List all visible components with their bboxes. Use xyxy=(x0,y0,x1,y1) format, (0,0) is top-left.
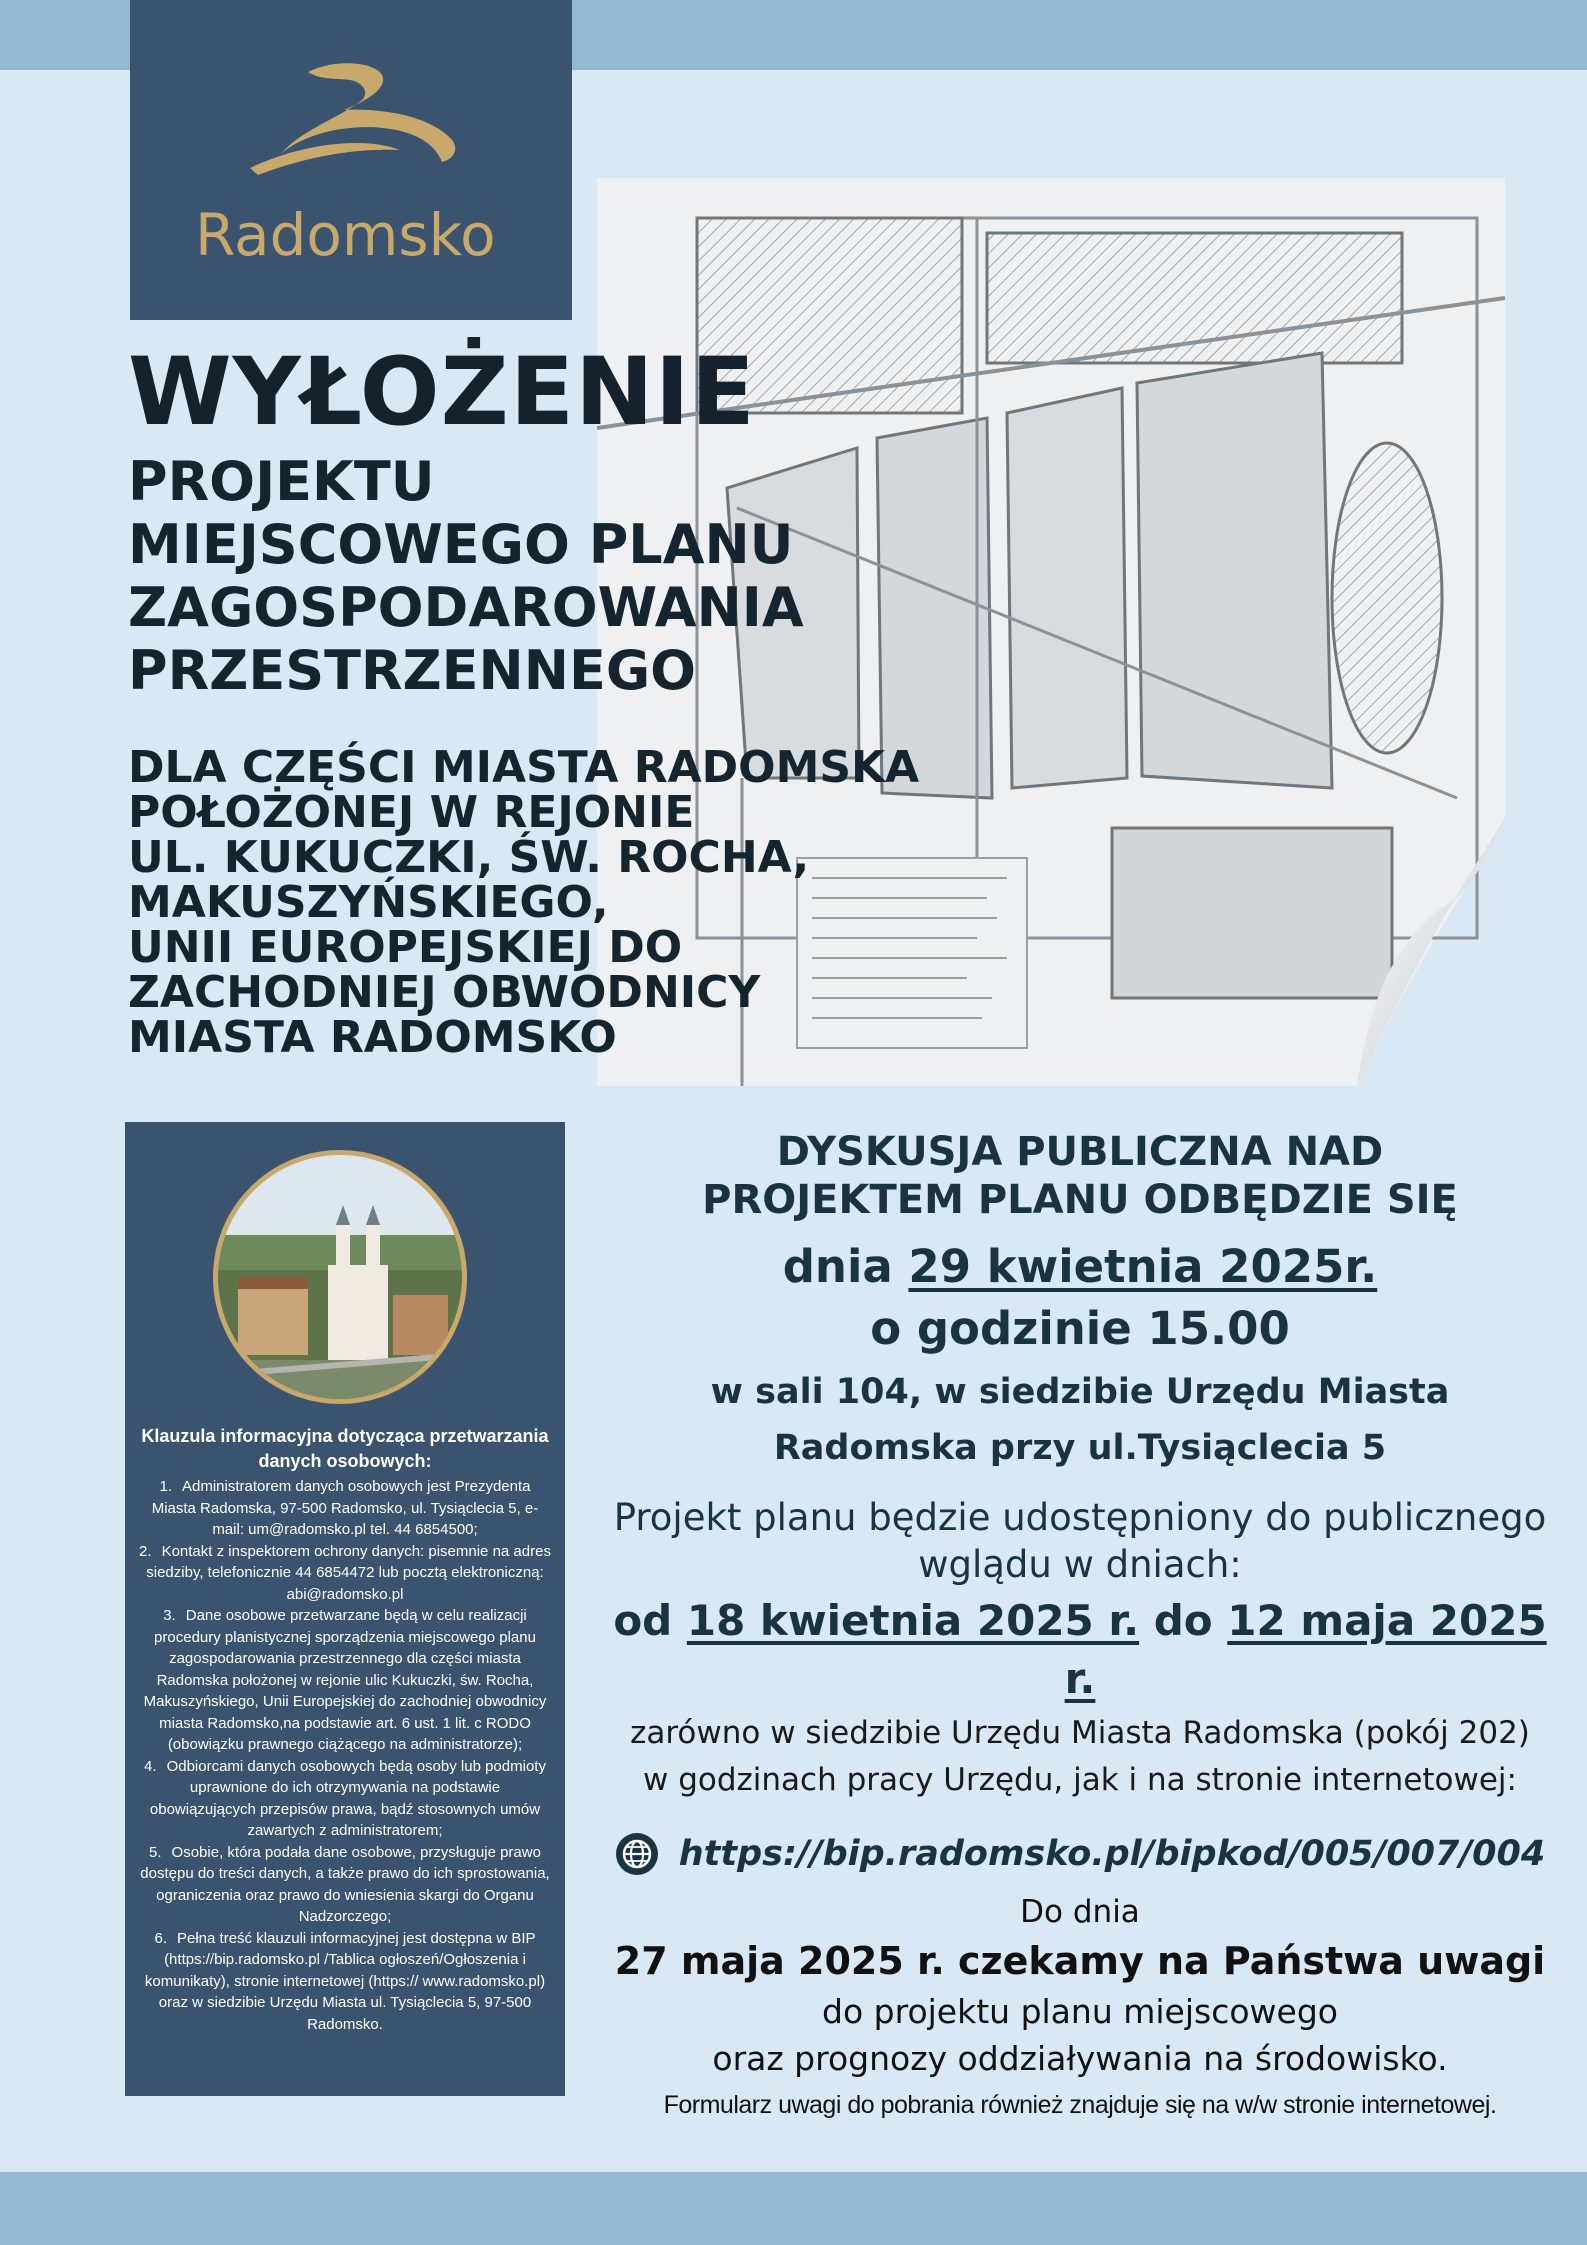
location-line: DLA CZĘŚCI MIASTA RADOMSKA xyxy=(128,742,920,793)
logo-wordmark: Radomsko xyxy=(195,201,496,269)
list-item: 6. Pełna treść klauzuli informacyjnej jest dostępna w BIP (https://bip.radomsko.pl /Tablica ogłoszeń/Ogłoszenia i komunikaty), stronie internetowej (https:// www.radomsko.pl) oraz w siedzibie Urzędu Miasta ul. Tysiąclecia 5, 97-500 Radomsko. xyxy=(144,1929,546,2033)
form-note: Formularz uwagi do pobrania również znajduje się na w/w stronie internetowej. xyxy=(663,2091,1497,2119)
bottom-band xyxy=(0,2172,1587,2245)
location-line: ZACHODNIEJ OBWODNICY xyxy=(128,967,761,1018)
discussion-venue-line: w sali 104, w siedzibie Urzędu Miasta xyxy=(710,1372,1450,1412)
bip-link-row xyxy=(600,1832,1560,1876)
list-item: 5. Osobie, która podała dane osobowe, przysługuje prawo dostępu do treści danych, a także prawo do ich sprostowania, ograniczenia oraz prawo do wniesienia skargi do Organu Nadzorczego; xyxy=(140,1843,550,1925)
city-logo xyxy=(130,0,572,320)
subtitle-line: MIEJSCOWEGO PLANU xyxy=(128,513,794,576)
deadline-intro: Do dnia xyxy=(1020,1894,1140,1930)
clause-title: Klauzula informacyjna dotycząca przetwarzania danych osobowych: xyxy=(141,1426,549,1471)
availability-place: w godzinach pracy Urzędu, jak i na stronie internetowej: xyxy=(643,1762,1517,1798)
location-line: UNII EUROPEJSKIEJ DO xyxy=(128,922,683,973)
range-to: 12 maja 2025 r. xyxy=(1064,1596,1547,1703)
privacy-clause xyxy=(139,1424,551,2035)
list-item: 2. Kontakt z inspektorem ochrony danych: pisemnie na adres siedziby, telefonicznie 44 6854472 lub pocztą elektroniczną: abi@radomsko.pl xyxy=(139,1542,551,1603)
clause-list xyxy=(139,1476,551,2035)
logo-emblem xyxy=(130,0,572,320)
list-item: 1. Administratorem danych osobowych jest Prezydenta Miasta Radomska, 97-500 Radomsko, ul. Tysiąclecia 5, e-mail: um@radomsko.pl tel. 44 6854500; xyxy=(151,1478,539,1538)
globe-icon xyxy=(615,1832,659,1876)
date-value: 29 kwietnia 2025r. xyxy=(908,1240,1378,1293)
comments-scope-line: do projektu planu miejscowego xyxy=(822,1992,1338,2031)
range-from: 18 kwietnia 2025 r. xyxy=(686,1596,1140,1645)
location-line: UL. KUKUCZKI, ŚW. ROCHA, xyxy=(128,832,810,883)
availability-range: od 18 kwietnia 2025 r. do 12 maja 2025 r. xyxy=(613,1596,1547,1703)
comments-deadline: 27 maja 2025 r. czekamy na Państwa uwagi xyxy=(614,1939,1546,1983)
town-photo-image xyxy=(218,1155,462,1399)
bip-link[interactable]: https://bip.radomsko.pl/bipkod/005/007/004 xyxy=(678,1834,1546,1874)
town-photo xyxy=(213,1150,467,1404)
discussion-hour: o godzinie 15.00 xyxy=(870,1302,1290,1355)
subtitle-line: PROJEKTU xyxy=(128,450,435,513)
location-line: MAKUSZYŃSKIEGO, xyxy=(128,877,609,928)
location-line: POŁOŻONEJ W REJONIE xyxy=(128,787,695,838)
main-title: WYŁOŻENIE xyxy=(128,338,756,447)
availability-text: wglądu w dniach: xyxy=(918,1543,1242,1586)
location-line: MIASTA RADOMSKO xyxy=(128,1012,617,1063)
discussion-date: dnia 29 kwietnia 2025r. xyxy=(782,1240,1378,1293)
discussion-heading-line: PROJEKTEM PLANU ODBĘDZIE SIĘ xyxy=(702,1177,1458,1223)
discussion-heading-line: DYSKUSJA PUBLICZNA NAD xyxy=(776,1129,1384,1175)
subtitle xyxy=(128,450,888,702)
list-item: 4. Odbiorcami danych osobowych będą osoby lub podmioty uprawnione do ich otrzymywania na podstawie obowiązujących przepisów prawa, bądź stosownych umów zawartych z administratorem; xyxy=(144,1757,546,1839)
location-description xyxy=(128,742,968,1063)
subtitle-line: PRZESTRZENNEGO xyxy=(128,639,697,702)
privacy-clause-panel xyxy=(125,1122,565,2096)
availability-text: Projekt planu będzie udostępniony do publicznego xyxy=(613,1496,1547,1539)
availability-place: zarówno w siedzibie Urzędu Miasta Radomska (pokój 202) xyxy=(630,1715,1530,1751)
announcement-details xyxy=(600,1128,1560,2122)
subtitle-line: ZAGOSPODAROWANIA xyxy=(128,576,804,639)
discussion-venue-line: Radomska przy ul.Tysiąclecia 5 xyxy=(773,1428,1387,1468)
list-item: 3. Dane osobowe przetwarzane będą w celu realizacji procedury planistycznej sporządzenia miejscowego planu zagospodarowania przestrzennego dla części miasta Radomska położonej w rejonie ulic Kukuczki, św. Rocha, Makuszyńskiego, Unii Europejskiej do zachodniej obwodnicy miasta Radomsko,na podstawie art. 6 ust. 1 lit. c RODO (obowiązku prawnego ciążącego na administratorze); xyxy=(143,1607,547,1753)
comments-scope-line: oraz prognozy oddziaływania na środowisko. xyxy=(712,2039,1448,2078)
